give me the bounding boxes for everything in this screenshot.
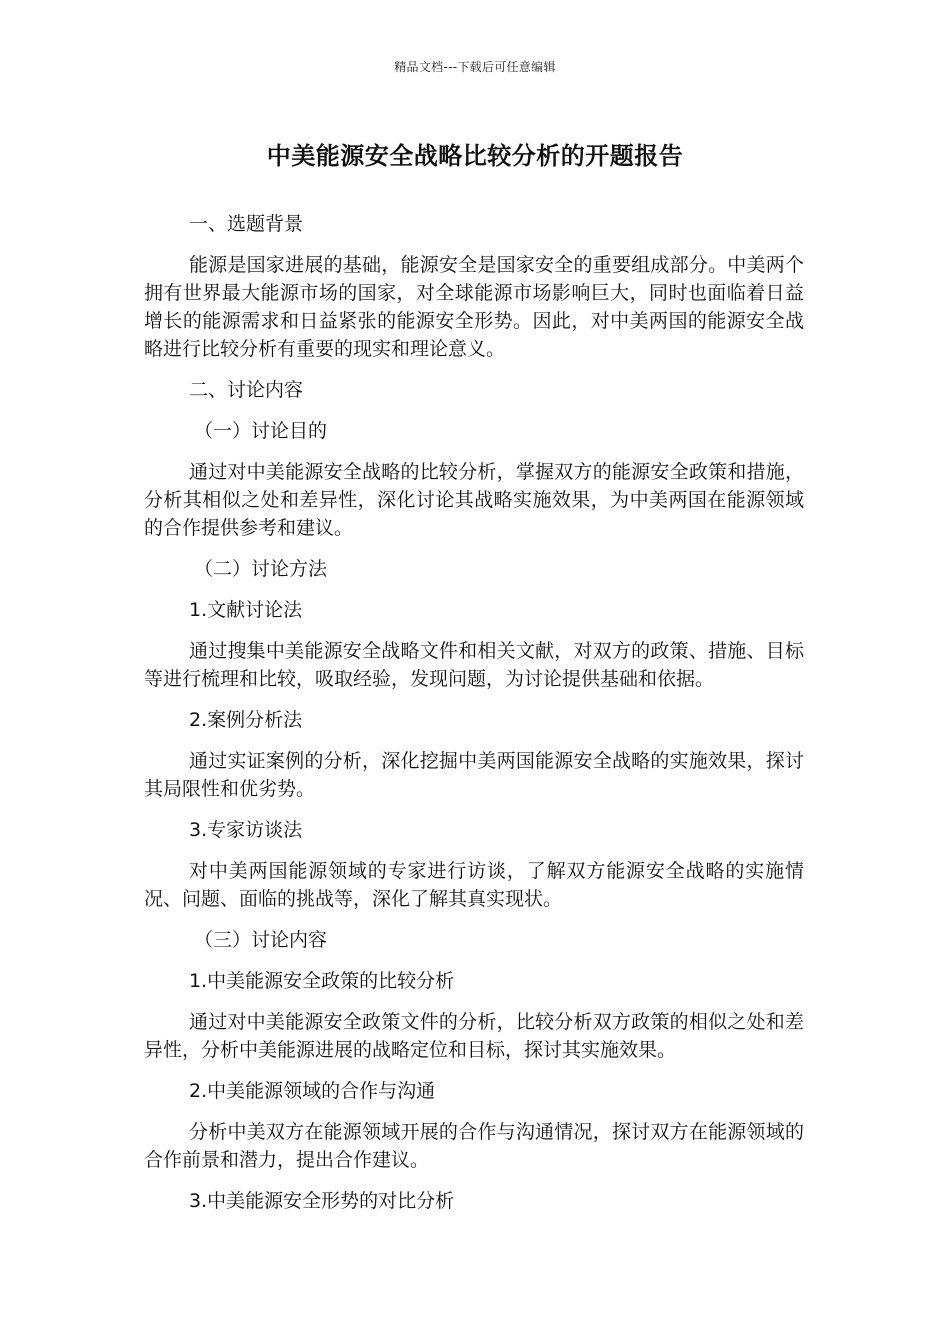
paragraph-interview: 对中美两国能源领域的专家进行访谈，了解双方能源安全战略的实施情况、问题、面临的挑战等，深化了解其真实现状。 [144, 860, 804, 910]
paragraph-cooperation: 分析中美双方在能源领域开展的合作与沟通情况，探讨双方在能源领域的合作前景和潜力，提出合作建议。 [144, 1121, 804, 1171]
paragraph-literature: 通过搜集中美能源安全战略文件和相关文献，对双方的政策、措施、目标等进行梳理和比较，吸取经验，发现问题，为讨论提供基础和依据。 [144, 640, 804, 690]
document-title: 中美能源安全战略比较分析的开题报告 [266, 142, 684, 170]
content-heading-cooperation: 2.中美能源领域的合作与沟通 [189, 1080, 436, 1102]
method-heading-literature: 1.文献讨论法 [189, 599, 303, 621]
method-heading-interview: 3.专家访谈法 [189, 819, 303, 841]
paragraph-policy: 通过对中美能源安全政策文件的分析，比较分析双方政策的相似之处和差异性，分析中美能源进展的战略定位和目标，探讨其实施效果。 [144, 1011, 804, 1061]
section-heading-background: 一、选题背景 [189, 213, 304, 235]
content-heading-situation: 3.中美能源安全形势的对比分析 [189, 1190, 455, 1212]
section-heading-research-content: 二、讨论内容 [189, 379, 304, 401]
paragraph-background: 能源是国家进展的基础，能源安全是国家安全的重要组成部分。中美两个拥有世界最大能源市场的国家，对全球能源市场影响巨大，同时也面临着日益增长的能源需求和日益紧张的能源安全形势。因此，对中美两国的能源安全战略进行比较分析有重要的现实和理论意义。 [144, 254, 804, 360]
paragraph-purpose: 通过对中美能源安全战略的比较分析，掌握双方的能源安全政策和措施，分析其相似之处和差异性，深化讨论其战略实施效果，为中美两国在能源领域的合作提供参考和建议。 [144, 461, 804, 539]
method-heading-case-study: 2.案例分析法 [189, 709, 303, 731]
header-note: 精品文档---下载后可任意编辑 [394, 60, 556, 74]
subheading-content: （三）讨论内容 [194, 929, 328, 951]
subheading-methods: （二）讨论方法 [194, 558, 328, 580]
document-body [144, 210, 804, 1228]
paragraph-case-study: 通过实证案例的分析，深化挖掘中美两国能源安全战略的实施效果，探讨其局限性和优劣势。 [144, 750, 804, 800]
subheading-purpose: （一）讨论目的 [194, 420, 328, 442]
content-heading-policy: 1.中美能源安全政策的比较分析 [189, 970, 455, 992]
